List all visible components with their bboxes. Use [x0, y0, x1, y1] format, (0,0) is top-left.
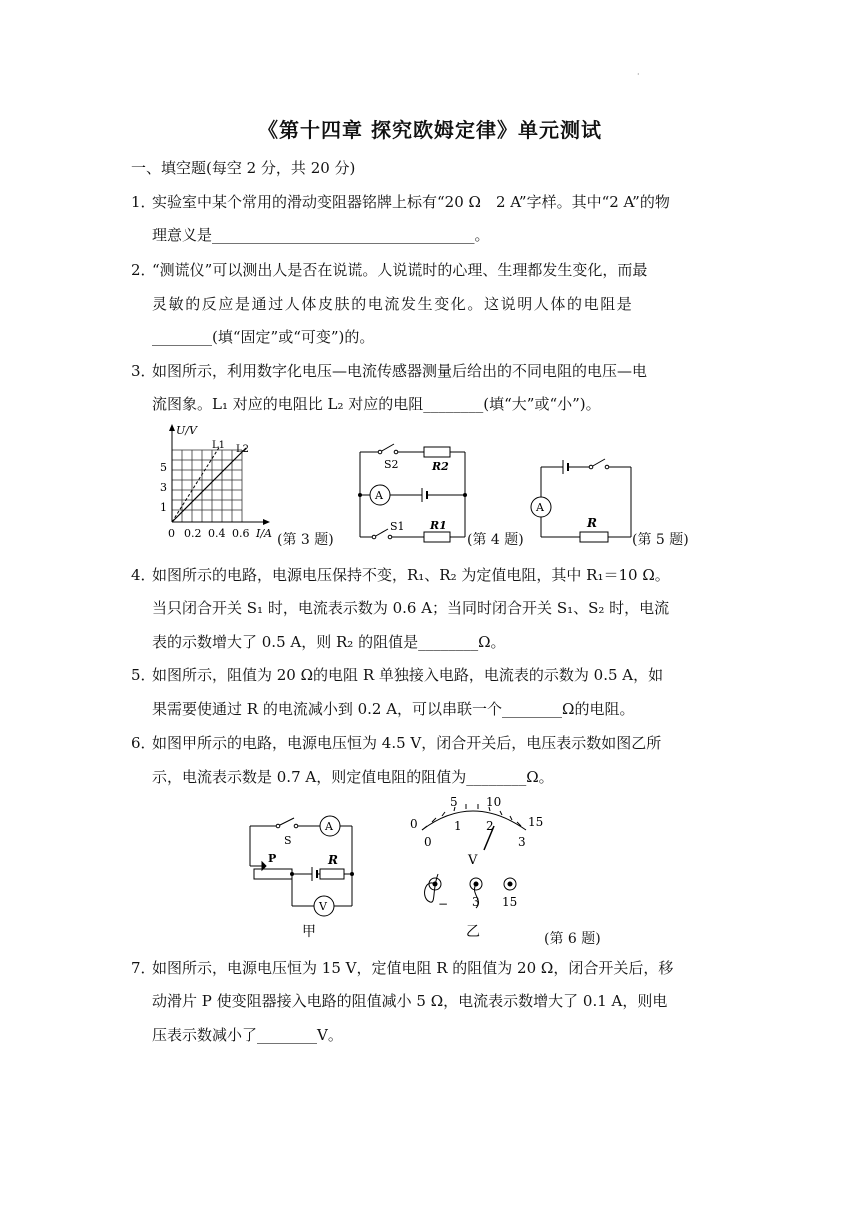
- figure-5-caption: (第 5 题): [632, 532, 689, 548]
- top-scale: 0: [410, 817, 418, 831]
- figure-5-circuit: [525, 455, 640, 545]
- y-tick: 3: [160, 481, 167, 494]
- question-number: 3．: [131, 362, 156, 380]
- y-axis-arrow: [169, 424, 175, 431]
- rheostat: [254, 869, 292, 879]
- x-tick: 0: [168, 527, 175, 540]
- figure-6-circuit-jia: [240, 806, 360, 946]
- question-text: ________(填“固定”或“可变”)的。: [152, 328, 375, 346]
- label-yi: 乙: [466, 924, 480, 940]
- question-text: 表的示数增大了 0.5 A，则 R₂ 的阻值是________Ω。: [152, 633, 506, 651]
- dial-arc: [422, 811, 526, 830]
- question-text: 如图所示，电源电压恒为 15 V，定值电阻 R 的阻值为 20 Ω，闭合开关后，移: [152, 959, 674, 977]
- bottom-scale: 3: [518, 835, 526, 849]
- resistor-r: [580, 532, 608, 542]
- figure-4-circuit: [352, 432, 472, 547]
- question-text: 流图象。L₁ 对应的电阻比 L₂ 对应的电阻________(填“大”或“小”)。: [152, 395, 601, 413]
- top-scale: 15: [528, 815, 544, 829]
- ammeter-label: A: [536, 501, 544, 514]
- x-tick: 0.4: [208, 527, 226, 540]
- question-text: 如图甲所示的电路，电源电压恒为 4.5 V，闭合开关后，电压表示数如图乙所: [152, 734, 662, 752]
- page-title: 《第十四章 探究欧姆定律》单元测试: [258, 118, 602, 142]
- graph-grid: [172, 440, 242, 522]
- switch: [591, 459, 605, 467]
- line-l2: [172, 448, 246, 522]
- question-number: 6．: [131, 734, 156, 752]
- y-axis-label: U/V: [176, 424, 197, 437]
- ammeter-label: A: [375, 489, 383, 502]
- bottom-scale: 2: [486, 819, 494, 833]
- switch-s1-label: S1: [390, 520, 405, 533]
- resistor-r: [320, 869, 344, 879]
- resistor-r1: [424, 532, 450, 542]
- question-number: 1．: [131, 193, 156, 211]
- unit-label: V: [468, 853, 478, 868]
- figure-3-caption: (第 3 题): [277, 532, 334, 548]
- y-tick: 5: [160, 461, 167, 474]
- question-text: “测谎仪”可以测出人是否在说谎。人说谎时的心理、生理都发生变化，而最: [152, 261, 648, 279]
- resistor-r-label: R: [587, 516, 597, 530]
- figure-6-voltmeter-yi: [400, 790, 560, 945]
- question-text: 动滑片 P 使变阻器接入电路的阻值减小 5 Ω，电流表示数增大了 0.1 A，则电: [152, 992, 668, 1010]
- ammeter-label: A: [325, 820, 333, 833]
- question-text: 果需要使通过 R 的电流减小到 0.2 A，可以串联一个________Ω的电阻。: [152, 700, 635, 718]
- question-text: 理意义是___________________________________。: [152, 226, 490, 244]
- x-tick: 0.2: [184, 527, 202, 540]
- question-number: 2．: [131, 261, 156, 279]
- top-scale: 10: [486, 795, 502, 809]
- question-text: 如图所示，阻值为 20 Ω的电阻 R 单独接入电路，电流表的示数为 0.5 A，如: [152, 666, 664, 684]
- switch-s2: [380, 444, 394, 452]
- bottom-scale: 0: [424, 835, 432, 849]
- bottom-scale: 1: [454, 819, 462, 833]
- slider-p-label: P: [268, 852, 277, 865]
- terminal-label: 15: [502, 895, 518, 909]
- top-scale: 5: [450, 795, 458, 809]
- terminal-label: −: [438, 897, 449, 911]
- question-number: 4．: [131, 566, 156, 584]
- question-text: 如图所示的电路，电源电压保持不变，R₁、R₂ 为定值电阻，其中 R₁＝10 Ω。: [152, 566, 670, 584]
- resistor-r1-label: R1: [430, 519, 447, 532]
- question-text: 如图所示，利用数字化电压—电流传感器测量后给出的不同电阻的电压—电: [152, 362, 648, 380]
- question-text: 示，电流表示数是 0.7 A，则定值电阻的阻值为________Ω。: [152, 768, 554, 786]
- x-tick: 0.6: [232, 527, 250, 540]
- question-text: 压表示数减小了________V。: [152, 1026, 343, 1044]
- line-l1-label: L1: [212, 440, 226, 451]
- resistor-r2: [424, 447, 450, 457]
- x-axis-label: I/A: [256, 527, 272, 540]
- question-number: 7．: [131, 959, 156, 977]
- switch-s: [278, 818, 294, 826]
- y-tick: 1: [160, 501, 167, 514]
- line-l1: [172, 446, 220, 522]
- voltmeter-label: V: [319, 900, 327, 913]
- figure-6-caption: (第 6 题): [544, 931, 601, 947]
- switch-s1: [374, 529, 388, 537]
- figure-3-graph: [150, 420, 280, 548]
- question-number: 5．: [131, 666, 156, 684]
- page-dot: ·: [637, 70, 640, 79]
- figure-4-caption: (第 4 题): [467, 532, 524, 548]
- switch-s2-label: S2: [384, 458, 399, 471]
- question-text: 实验室中某个常用的滑动变阻器铭牌上标有“20 Ω 2 A”字样。其中“2 A”的物: [152, 193, 670, 211]
- question-text: 当只闭合开关 S₁ 时，电流表示数为 0.6 A；当同时闭合开关 S₁、S₂ 时，电流: [152, 599, 670, 617]
- terminal-label: 3: [472, 895, 480, 909]
- question-text: 灵敏的反应是通过人体皮肤的电流发生变化。这说明人体的电阻是: [152, 295, 634, 313]
- switch-s-label: S: [284, 834, 292, 847]
- resistor-r2-label: R2: [432, 460, 449, 473]
- label-jia: 甲: [302, 924, 316, 940]
- x-axis-arrow: [263, 519, 270, 525]
- line-l2-label: L2: [236, 444, 250, 455]
- section-heading: 一、填空题(每空 2 分，共 20 分): [131, 159, 356, 177]
- resistor-r-label: R: [328, 853, 338, 867]
